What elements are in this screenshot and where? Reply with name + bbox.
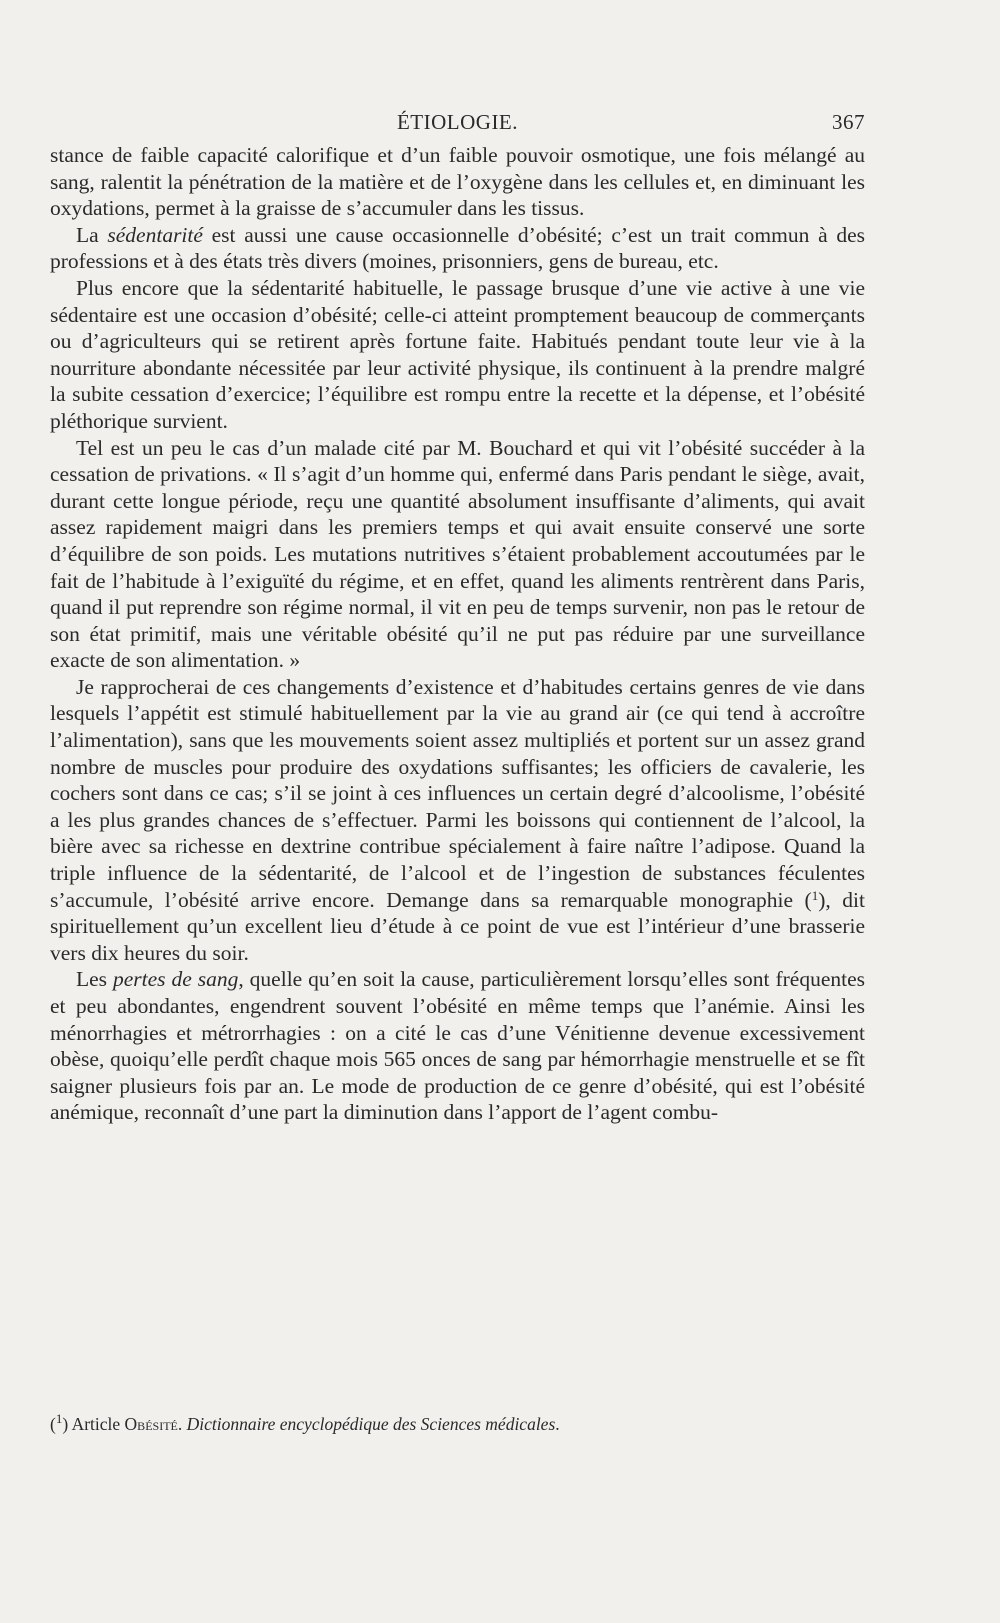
paragraph-6 (50, 966, 865, 1126)
footnote-term: Obésité (124, 1414, 178, 1434)
emphasis-term: sédentarité (107, 222, 203, 247)
paragraph-text: Les (76, 967, 113, 992)
paragraph-3 (50, 275, 865, 435)
paragraph-1 (50, 142, 865, 222)
paragraph-text: est aussi une cause occasionnelle d’obésité; c’est un trait commun à des professions et à des états très divers (moines, prisonniers, gens de bureau, etc. (50, 222, 865, 274)
footnote-reference[interactable]: 1 (811, 887, 819, 903)
emphasis-term: pertes de sang (113, 967, 239, 992)
paragraph-text: ), dit spirituellement qu’un excellent lieu d’étude à ce point de vue est l’intérieur d’une brasserie vers dix heures du soir. (50, 887, 865, 965)
paragraph-text: , quelle qu’en soit la cause, particulièrement lorsqu’elles sont fréquentes et peu abondantes, engendrent souvent l’obésité en même temps que l’anémie. Ainsi les ménorrhagies et métrorrhagies : on a cité le cas d’une Vénitienne devenue excessivement obèse, quoiqu’elle perdît chaque mois 565 onces de sang par hémorrhagie menstruelle et se fît saigner plusieurs fois par an. Le mode de production de ce genre d’obésité, qui est l’obésité anémique, reconnaît d’une part la diminution dans l’apport de l’agent combu- (50, 967, 866, 1125)
paragraph-text: Plus encore que la sédentarité habituelle, le passage brusque d’une vie active à une vie sédentaire est une occasion d’obésité; celle-ci atteint promptement beaucoup de commerçants ou d’agriculteurs qui se retirent après fortune faite. Habitués pendant toute leur vie à la nourriture abondante nécessitée par leur activité physique, ils continuent à la prendre malgré la subite cessation d’exercice; l’équilibre est rompu entre la recette et la dépense, et l’obésité pléthorique survient. (50, 275, 865, 433)
body-text (50, 142, 865, 1126)
running-title: ÉTIOLOGIE. (396, 110, 519, 134)
page-header (50, 110, 865, 136)
footnote-marker: 1 (55, 1411, 63, 1426)
footnote-source: Dictionnaire encyclopédique des Sciences médicales (186, 1414, 556, 1434)
paragraph-text: Tel est un peu le cas d’un malade cité par M. Bouchard et qui vit l’obésité succéder à la cessation de privations. « Il s’agit d’un homme qui, enfermé dans Paris pendant le siège, avait, durant cette longue période, reçu une quantité absolument insuffisante d’aliments, qui avait assez rapidement maigri dans les premiers temps et qui avait ensuite conservé une sorte d’équilibre de son poids. Les mutations nutritives s’étaient probablement accoutumées par le fait de l’habitude à l’exiguïté du régime, et en effet, quand les aliments rentrèrent dans Paris, quand il put reprendre son régime normal, il vit en peu de temps survenir, non pas le retour de son état primitif, mais une véritable obésité qu’il ne put pas réduire par une surveillance exacte de son alimentation. » (50, 435, 865, 673)
page-number: 367 (832, 110, 865, 134)
paragraph-text: Je rapprocherai de ces changements d’existence et d’habitudes certains genres de vie dans lesquels l’appétit est stimulé habituellement par la vie au grand air (ce qui tend à accroître l’alimentation), sans que les mouvements soient assez multipliés et portent sur un assez grand nombre de muscles pour produire des oxydations suffisantes; les officiers de cavalerie, les cochers sont dans ce cas; s’il se joint à ces influences un certain degré d’alcoolisme, l’obésité a les plus grandes chances de s’effectuer. Parmi les boissons qui contiennent de l’alcool, la bière avec sa richesse en dextrine contribue spécialement à faire naître l’adipose. Quand la triple influence de la sédentarité, de l’alcool et de l’ingestion de substances féculentes s’accumule, l’obésité arrive encore. Demange dans sa remarquable monographie ( (50, 674, 865, 912)
paragraph-4 (50, 435, 865, 674)
footnote-label: Article (71, 1414, 125, 1434)
paragraph-5 (50, 674, 865, 967)
footnote: ($^1$) Article Obésité. Dictionnaire encyclopédique des Sciences médicales. (50, 1411, 560, 1434)
paragraph-2 (50, 222, 865, 275)
paragraph-text: stance de faible capacité calorifique et d’un faible pouvoir osmotique, une fois mélangé au sang, ralentit la pénétration de la matière et de l’oxygène dans les cellules et, en diminuant les oxydations, permet à la graisse de s’accumuler dans les tissus. (50, 143, 865, 221)
paragraph-text: La (76, 222, 108, 247)
